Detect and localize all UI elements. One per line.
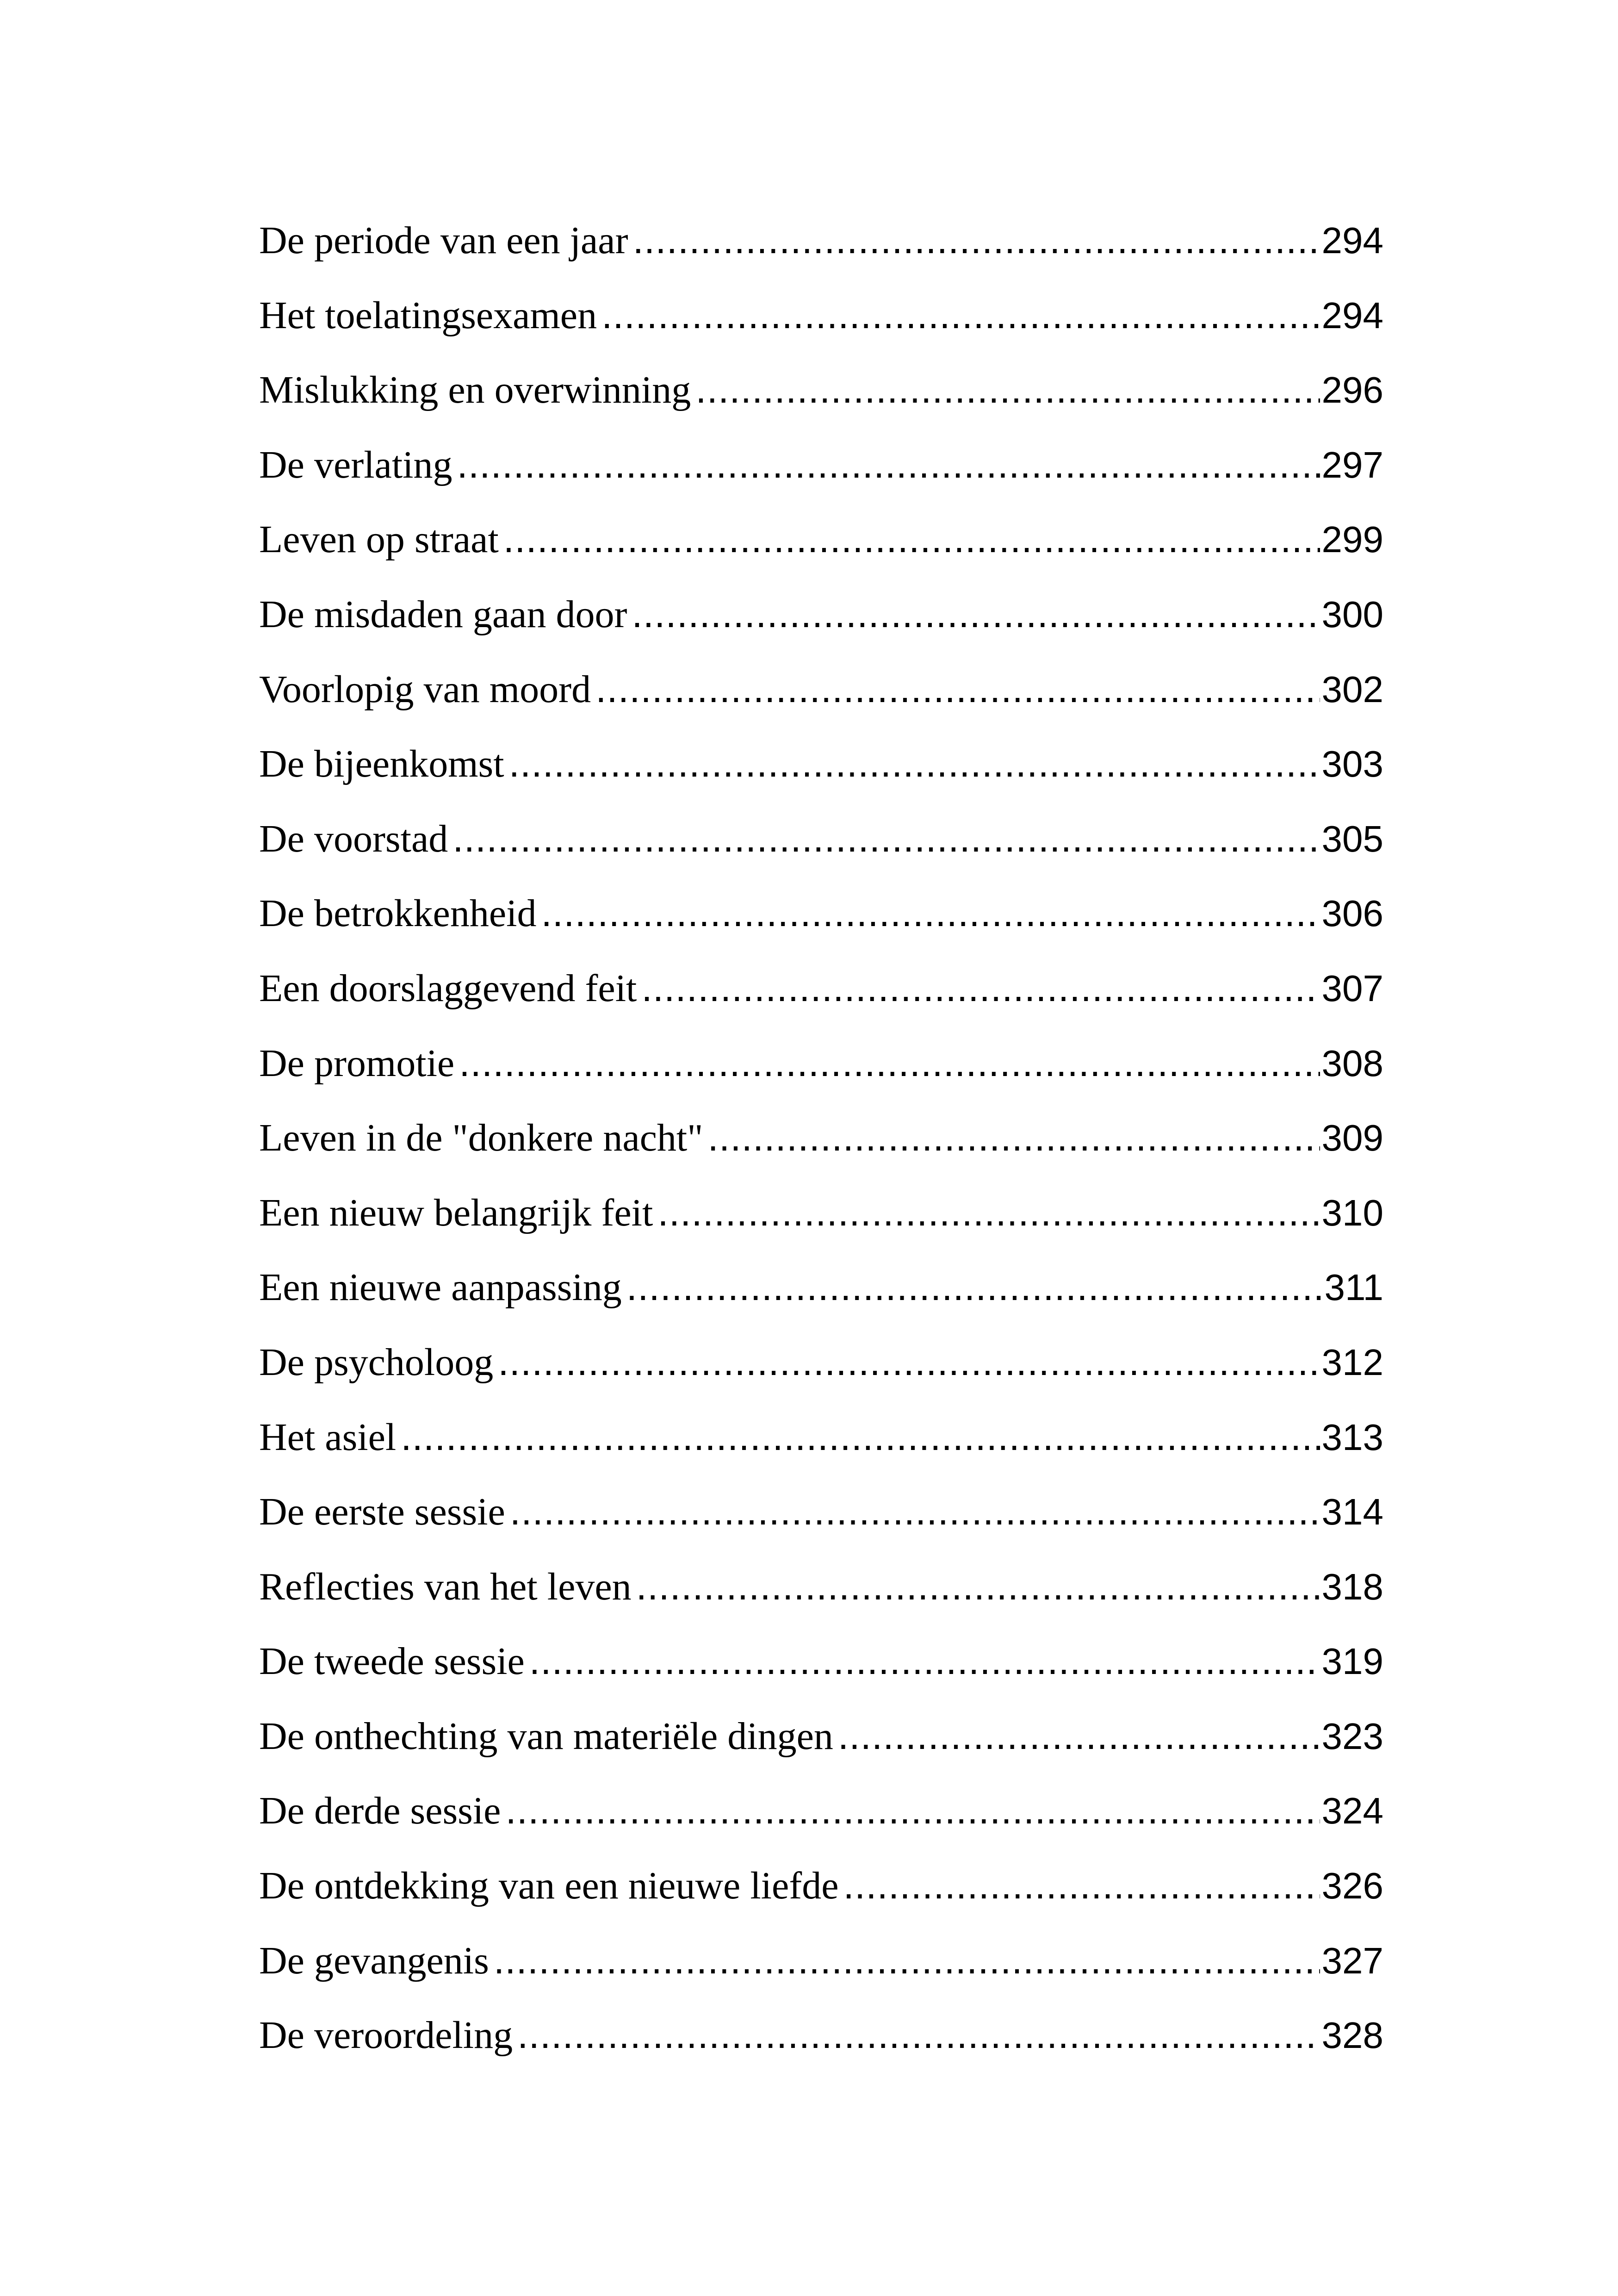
toc-entry[interactable] <box>259 965 1383 1040</box>
toc-entry[interactable] <box>259 1489 1383 1564</box>
toc-entry[interactable] <box>259 1339 1383 1414</box>
toc-dot-leader <box>517 2012 1320 2057</box>
toc-entry[interactable] <box>259 367 1383 442</box>
toc-dot-leader <box>453 816 1320 861</box>
toc-entry[interactable] <box>259 1564 1383 1639</box>
toc-entry-page: 294 <box>1321 294 1383 336</box>
toc-dot-leader <box>494 1938 1320 1983</box>
toc-dot-leader <box>498 1339 1320 1384</box>
toc-entry-title: De psycholoog <box>259 1340 494 1384</box>
toc-entry-title: De derde sessie <box>259 1789 501 1833</box>
toc-dot-leader <box>838 1713 1320 1758</box>
toc-entry[interactable] <box>259 1040 1383 1115</box>
toc-dot-leader <box>632 591 1320 636</box>
toc-dot-leader <box>708 1115 1320 1160</box>
toc-dot-leader <box>641 965 1320 1010</box>
toc-entry-page: 311 <box>1324 1267 1383 1308</box>
toc-entry-page: 299 <box>1321 519 1383 560</box>
toc-dot-leader <box>529 1638 1320 1683</box>
toc-entry-page: 324 <box>1321 1790 1383 1832</box>
toc-entry-page: 300 <box>1321 593 1383 635</box>
toc-entry-title: Leven op straat <box>259 518 499 561</box>
toc-entry-page: 328 <box>1321 2015 1383 2056</box>
toc-entry-title: De betrokkenheid <box>259 892 537 935</box>
toc-entry-page: 303 <box>1321 743 1383 785</box>
toc-entry-page: 307 <box>1321 967 1383 1009</box>
toc-entry-page: 314 <box>1321 1491 1383 1533</box>
toc-dot-leader <box>509 741 1320 786</box>
toc-entry-title: De gevangenis <box>259 1939 489 1982</box>
toc-entry-page: 296 <box>1321 369 1383 411</box>
toc-entry-page: 310 <box>1321 1192 1383 1233</box>
toc-entry-page: 305 <box>1321 818 1383 859</box>
toc-entry[interactable] <box>259 1938 1383 2013</box>
toc-entry[interactable] <box>259 2012 1383 2087</box>
toc-entry-title: Een nieuwe aanpassing <box>259 1266 622 1309</box>
toc-entry[interactable] <box>259 1414 1383 1489</box>
toc-entry-page: 302 <box>1321 668 1383 710</box>
toc-entry[interactable] <box>259 442 1383 517</box>
toc-entry[interactable] <box>259 1115 1383 1190</box>
toc-entry-title: Mislukking en overwinning <box>259 368 691 412</box>
toc-dot-leader <box>626 1264 1323 1309</box>
toc-dot-leader <box>633 218 1320 262</box>
toc-entry-title: De onthechting van materiële dingen <box>259 1714 833 1758</box>
toc-dot-leader <box>595 666 1320 711</box>
toc-dot-leader <box>459 1040 1320 1085</box>
toc-entry-title: Het toelatingsexamen <box>259 293 597 337</box>
toc-entry-page: 294 <box>1321 220 1383 261</box>
toc-entry-page: 318 <box>1321 1566 1383 1607</box>
toc-dot-leader <box>510 1489 1320 1534</box>
toc-entry-title: Reflecties van het leven <box>259 1565 632 1608</box>
toc-entry-title: De veroordeling <box>259 2014 513 2057</box>
toc-entry[interactable] <box>259 1788 1383 1863</box>
toc-dot-leader <box>601 292 1320 337</box>
toc-entry-title: De verlating <box>259 443 453 486</box>
toc-entry[interactable] <box>259 1713 1383 1788</box>
table-of-contents <box>259 218 1383 2087</box>
toc-dot-leader <box>657 1190 1320 1235</box>
toc-entry-title: Een doorslaggevend feit <box>259 966 637 1010</box>
toc-entry-title: De misdaden gaan door <box>259 592 627 636</box>
toc-entry[interactable] <box>259 816 1383 891</box>
toc-entry-page: 319 <box>1321 1641 1383 1682</box>
toc-entry[interactable] <box>259 516 1383 591</box>
toc-entry-title: De tweede sessie <box>259 1640 525 1683</box>
toc-dot-leader <box>541 890 1320 935</box>
toc-entry-page: 297 <box>1321 444 1383 485</box>
toc-entry[interactable] <box>259 591 1383 666</box>
toc-dot-leader <box>503 516 1320 561</box>
toc-dot-leader <box>457 442 1320 487</box>
toc-entry-title: Voorlopig van moord <box>259 667 591 711</box>
toc-entry[interactable] <box>259 1190 1383 1265</box>
toc-dot-leader <box>843 1863 1320 1908</box>
toc-entry-page: 327 <box>1321 1940 1383 1981</box>
toc-entry-page: 326 <box>1321 1865 1383 1907</box>
toc-entry-page: 313 <box>1321 1416 1383 1458</box>
toc-entry-title: De periode van een jaar <box>259 219 628 262</box>
toc-entry[interactable] <box>259 218 1383 292</box>
toc-entry-title: Het asiel <box>259 1415 397 1459</box>
toc-entry-title: De voorstad <box>259 817 448 860</box>
toc-entry[interactable] <box>259 890 1383 965</box>
toc-entry-page: 306 <box>1321 893 1383 934</box>
toc-entry-page: 312 <box>1321 1341 1383 1383</box>
toc-dot-leader <box>401 1414 1320 1459</box>
toc-entry-title: De promotie <box>259 1041 455 1085</box>
toc-entry-title: De bijeenkomst <box>259 742 504 786</box>
toc-dot-leader <box>636 1564 1320 1609</box>
toc-entry[interactable] <box>259 666 1383 741</box>
toc-dot-leader <box>505 1788 1320 1833</box>
toc-entry-page: 308 <box>1321 1042 1383 1084</box>
toc-entry-page: 323 <box>1321 1715 1383 1757</box>
toc-entry[interactable] <box>259 1638 1383 1713</box>
toc-entry[interactable] <box>259 292 1383 367</box>
toc-entry[interactable] <box>259 741 1383 816</box>
toc-entry-title: De eerste sessie <box>259 1490 505 1534</box>
toc-entry-page: 309 <box>1321 1117 1383 1159</box>
toc-dot-leader <box>695 367 1320 412</box>
toc-entry-title: Een nieuw belangrijk feit <box>259 1191 653 1234</box>
toc-entry[interactable] <box>259 1863 1383 1938</box>
toc-entry-title: De ontdekking van een nieuwe liefde <box>259 1864 839 1908</box>
toc-entry[interactable] <box>259 1264 1383 1339</box>
toc-entry-title: Leven in de "donkere nacht" <box>259 1116 703 1160</box>
